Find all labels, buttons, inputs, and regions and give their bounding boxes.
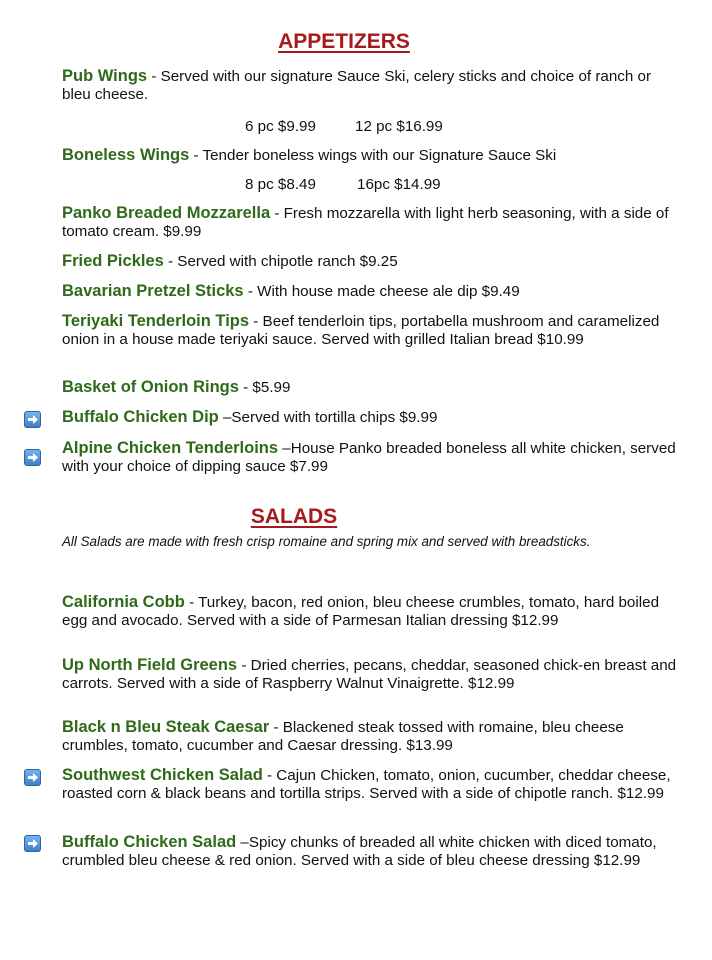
item-name: Panko Breaded Mozzarella — [62, 204, 271, 222]
menu-item-panko-mozzarella — [62, 205, 682, 240]
salads-note: All Salads are made with fresh crisp romaine and spring mix and served with breadsticks. — [62, 534, 591, 549]
item-description: –Spicy chunks of breaded all white chicken with diced tomato, crumbled bleu cheese & red onion. Served with a side of bleu cheese dressing $12.99 — [62, 834, 657, 869]
arrow-right-icon — [24, 769, 41, 786]
item-name: Buffalo Chicken Salad — [62, 833, 237, 851]
menu-item-buffalo-dip — [62, 409, 682, 427]
menu-item-alpine-tenderloins — [62, 440, 682, 475]
menu-item-california-cobb — [62, 594, 682, 629]
menu-item-teriyaki-tips — [62, 313, 682, 348]
item-description: - Served with chipotle ranch $9.25 — [163, 253, 398, 270]
menu-item-field-greens — [62, 657, 682, 692]
salads-heading: SALADS — [250, 505, 338, 528]
price-option: 6 pc $9.99 — [245, 118, 316, 135]
appetizers-heading: APPETIZERS — [278, 30, 410, 53]
item-description: - Served with our signature Sauce Ski, celery sticks and choice of ranch or bleu cheese. — [62, 68, 652, 103]
item-name: Boneless Wings — [62, 146, 190, 164]
item-name: Up North Field Greens — [62, 656, 238, 674]
item-description: - Dried cherries, pecans, cheddar, seasoned chick-en breast and carrots. Served with a side of Raspberry Walnut Vinaigrette. $12.99 — [62, 657, 677, 692]
item-name: Southwest Chicken Salad — [62, 766, 263, 784]
item-description: - Turkey, bacon, red onion, bleu cheese crumbles, tomato, hard boiled egg and avocado. Served with a side of Parmesan Italian dressing $12.99 — [62, 594, 660, 629]
item-name: Teriyaki Tenderloin Tips — [62, 312, 250, 330]
price-option: 12 pc $16.99 — [355, 118, 443, 135]
item-name: Alpine Chicken Tenderloins — [62, 439, 279, 457]
menu-item-southwest-salad — [62, 767, 682, 802]
item-name: Black n Bleu Steak Caesar — [62, 718, 270, 736]
menu-item-fried-pickles — [62, 253, 682, 271]
arrow-right-icon — [24, 411, 41, 428]
item-name: Basket of Onion Rings — [62, 378, 239, 396]
item-description: - With house made cheese ale dip $9.49 — [243, 283, 520, 300]
menu-item-buffalo-salad — [62, 834, 682, 869]
menu-item-steak-caesar — [62, 719, 682, 754]
arrow-right-icon — [24, 449, 41, 466]
item-name: California Cobb — [62, 593, 185, 611]
price-option: 16pc $14.99 — [357, 176, 441, 193]
item-name: Buffalo Chicken Dip — [62, 408, 219, 426]
item-description: –House Panko breaded boneless all white chicken, served with your choice of dipping sauce $7.99 — [62, 440, 676, 475]
menu-item-boneless-wings — [62, 147, 682, 165]
item-description: - Tender boneless wings with our Signature Sauce Ski — [189, 147, 557, 164]
price-option: 8 pc $8.49 — [245, 176, 316, 193]
menu-item-pub-wings — [62, 68, 682, 103]
item-description: - Fresh mozzarella with light herb seasoning, with a side of tomato cream. $9.99 — [62, 205, 669, 240]
menu-item-pretzel-sticks — [62, 283, 682, 301]
arrow-right-icon — [24, 835, 41, 852]
menu-item-onion-rings — [62, 379, 682, 397]
item-description: - Blackened steak tossed with romaine, bleu cheese crumbles, tomato, cucumber and Caesar dressing. $13.99 — [62, 719, 624, 754]
item-description: - $5.99 — [238, 379, 291, 396]
item-name: Pub Wings — [62, 67, 148, 85]
item-name: Fried Pickles — [62, 252, 164, 270]
item-description: - Cajun Chicken, tomato, onion, cucumber, cheddar cheese, roasted corn & black beans and tortilla strips. Served with a side of chipotle ranch. $12.99 — [62, 767, 671, 802]
item-description: –Served with tortilla chips $9.99 — [218, 409, 438, 426]
item-description: - Beef tenderloin tips, portabella mushroom and caramelized onion in a house made teriyaki sauce. Served with grilled Italian bread $10.99 — [62, 313, 660, 348]
item-name: Bavarian Pretzel Sticks — [62, 282, 244, 300]
